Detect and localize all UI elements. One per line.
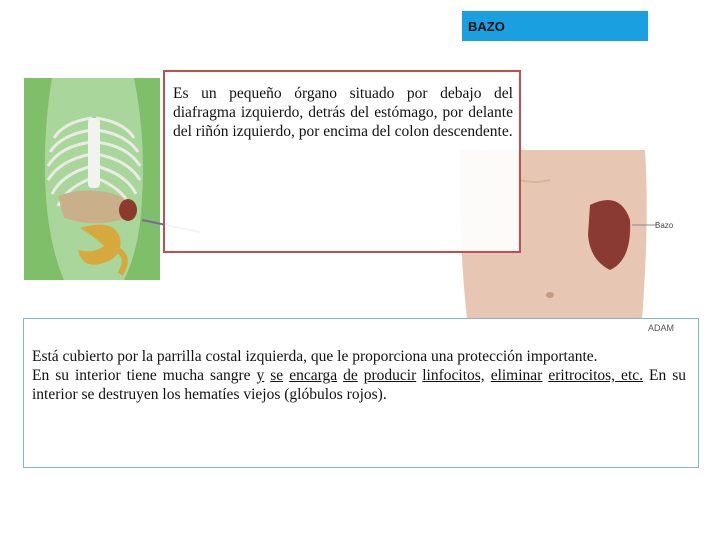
spleen-label: Bazo xyxy=(655,221,674,230)
underlined-word: eliminar xyxy=(490,367,543,384)
info-line-2-end: En su interior se destruyen los hematíes viejos (glóbulos rojos). xyxy=(32,367,686,403)
underlined-word: eritrocitos, etc. xyxy=(548,367,643,384)
underlined-word: y xyxy=(256,367,265,384)
info-line-1: Está cubierto por la parrilla costal izquierda, que le proporciona una protección importante. xyxy=(32,348,598,365)
underlined-word: de xyxy=(343,367,358,384)
definition-text: Es un pequeño órgano situado por debajo del diafragma izquierdo, detrás del estómago, por delante del riñón izquierdo, por encima del colon descendente. xyxy=(173,85,513,140)
underlined-word: encarga xyxy=(289,367,338,384)
info-box xyxy=(23,318,699,468)
page-title: BAZO xyxy=(468,19,505,34)
info-line-2-start: En su interior tiene mucha sangre xyxy=(32,367,257,384)
underlined-word: producir xyxy=(363,367,417,384)
underlined-word: linfocitos, xyxy=(422,367,485,384)
info-paragraph xyxy=(32,347,686,404)
adam-credit-logo: ADAM xyxy=(648,323,675,333)
definition-callout xyxy=(163,70,521,253)
underlined-word: se xyxy=(270,367,284,384)
